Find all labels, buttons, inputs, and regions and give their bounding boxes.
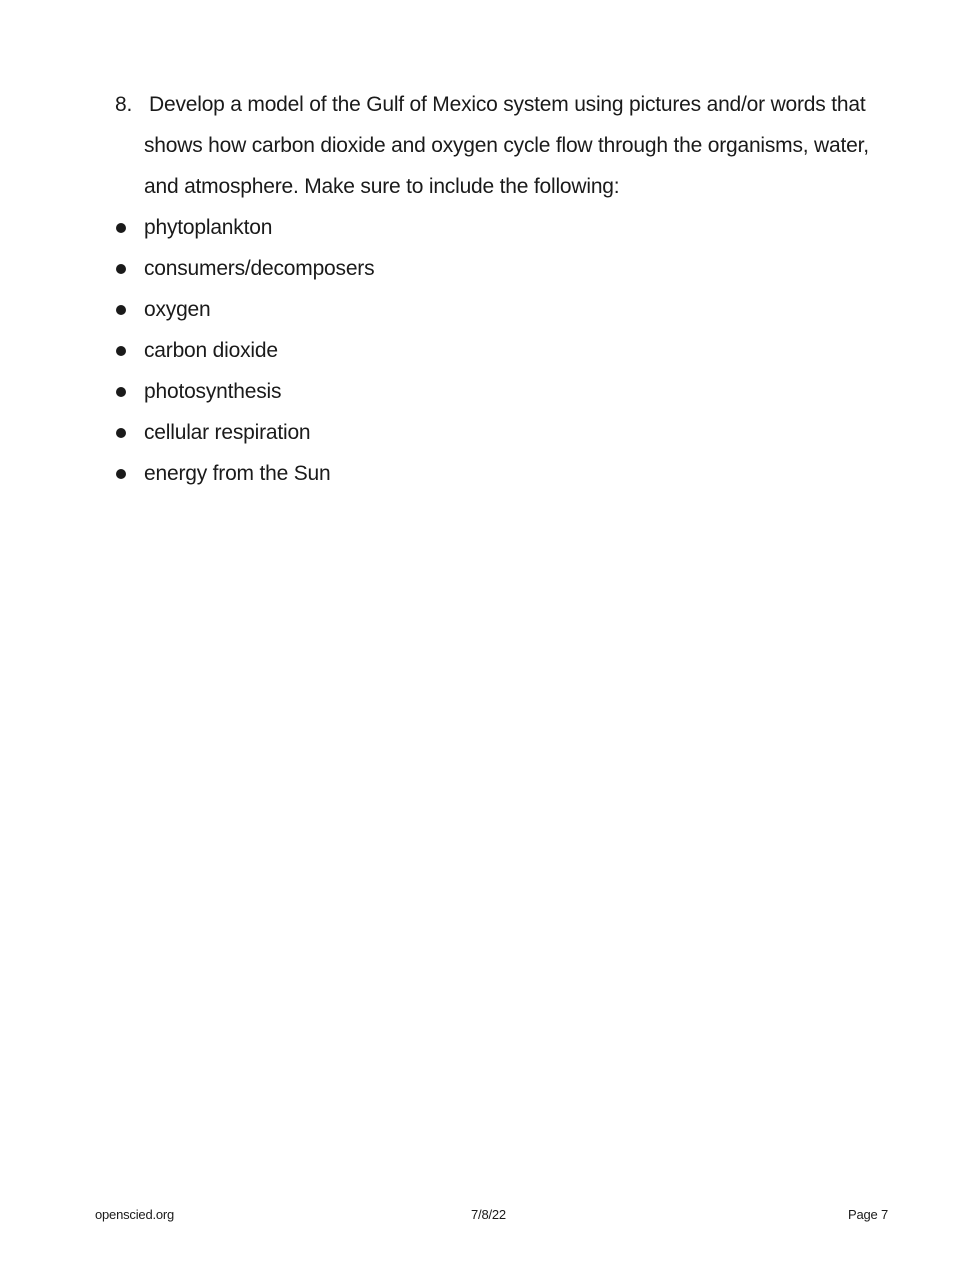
- list-item-label: oxygen: [144, 298, 211, 321]
- required-items-list: [115, 207, 374, 494]
- list-item: [115, 207, 374, 248]
- list-item-label: phytoplankton: [144, 216, 273, 239]
- bullet-icon: [116, 346, 126, 356]
- list-item-label: cellular respiration: [144, 421, 311, 444]
- list-item: [115, 371, 374, 412]
- footer-date: 7/8/22: [471, 1207, 506, 1222]
- question-8: [115, 84, 905, 207]
- bullet-icon: [116, 428, 126, 438]
- list-item: [115, 453, 374, 494]
- list-item: [115, 289, 374, 330]
- bullet-icon: [116, 469, 126, 479]
- footer-site: openscied.org: [95, 1207, 175, 1222]
- footer-page-number: Page 7: [848, 1207, 889, 1222]
- question-text: Develop a model of the Gulf of Mexico system using pictures and/or words that shows how carbon dioxide and oxygen cycle flow through the organisms, water, and atmosphere. Make sure to include the following:: [144, 93, 869, 198]
- list-item-label: consumers/decomposers: [144, 257, 375, 280]
- bullet-icon: [116, 305, 126, 315]
- list-item-label: photosynthesis: [144, 380, 282, 403]
- list-item-label: carbon dioxide: [144, 339, 278, 362]
- bullet-icon: [116, 223, 126, 233]
- bullet-icon: [116, 264, 126, 274]
- list-item: [115, 412, 374, 453]
- question-number: 8.: [115, 93, 133, 116]
- list-item-label: energy from the Sun: [144, 462, 331, 485]
- bullet-icon: [116, 387, 126, 397]
- list-item: [115, 330, 374, 371]
- list-item: [115, 248, 374, 289]
